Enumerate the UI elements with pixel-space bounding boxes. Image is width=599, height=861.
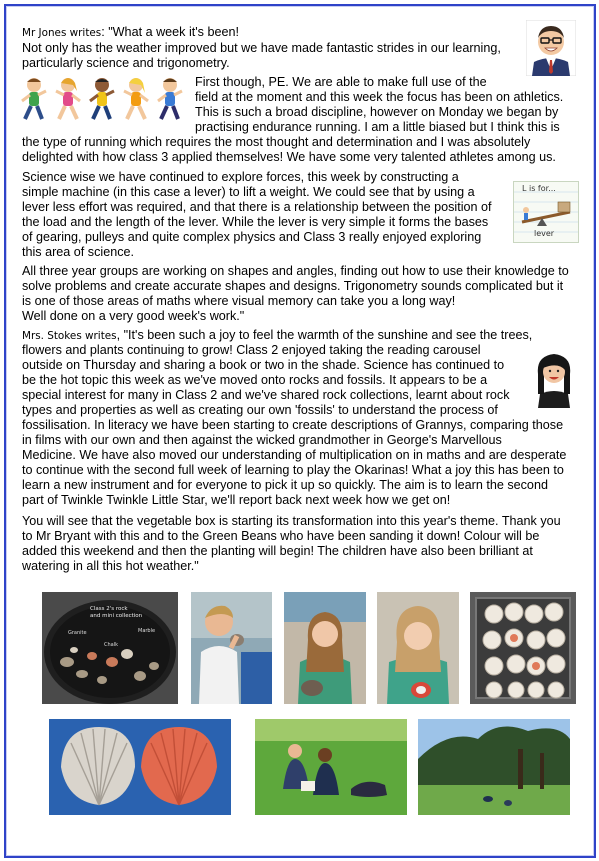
photo-field-with-trees bbox=[418, 719, 570, 815]
jones-p3-line-6: this area of science. bbox=[22, 245, 135, 259]
jones-p2-line-6: delighted with how class 3 applied themselves! We have some very talented athletes among us. bbox=[22, 150, 556, 164]
jones-p2-line-2: field at the moment and this week the focus has been on athletics. bbox=[195, 90, 564, 104]
jones-p3-line-5: of gearing, pulleys and quite complex physics and Class 3 really enjoyed exploring bbox=[22, 230, 482, 244]
photo-rock-collection-tray bbox=[42, 592, 178, 704]
jones-paragraph-1: Not only has the weather improved but we have made fantastic strides in our learning, particularly science and trigonometry. bbox=[22, 41, 501, 71]
lever-card-title: L is for... bbox=[522, 184, 556, 193]
stokes-p1-line-2: flowers and plants continuing to grow! Class 2 enjoyed taking the reading carousel bbox=[22, 343, 481, 357]
photo-girl-with-rock bbox=[284, 592, 366, 704]
photo-girl-with-fossil bbox=[377, 592, 459, 704]
stokes-p2-line-2: to Mr Bryant with this and to the Green Beans who have been sanding it down! Colour will be bbox=[22, 529, 540, 543]
stokes-p1-line-6: types and properties as well as creating our own 'fossils' to understand the process of bbox=[22, 403, 498, 417]
jones-p3-line-1: Science wise we have continued to explore forces, this week by constructing a bbox=[22, 170, 459, 184]
stokes-p2-line-1: You will see that the vegetable box is starting its transformation into this year's theme. Thank you bbox=[22, 514, 561, 528]
chalkboard-text bbox=[90, 606, 142, 620]
chalkboard-label-granite: Granite bbox=[68, 630, 87, 636]
stokes-p1-line-1 bbox=[22, 328, 532, 344]
jones-p4-line-2: solve problems and create accurate shapes and designs. Trigonometry sounds complicated but it bbox=[22, 279, 564, 293]
chalkboard-label-chalk: Chalk bbox=[104, 642, 119, 648]
stokes-p2-line-4: watering in all this hot weather." bbox=[22, 559, 199, 573]
jones-p3-line-3: lever less effort was required, and that there is a relationship between the position of bbox=[22, 200, 492, 214]
stokes-p2-line-3: added this weekend and then the planting will begin! The children have also been brilliant at bbox=[22, 544, 533, 558]
jones-colon: : bbox=[101, 25, 105, 39]
mr-jones-portrait bbox=[526, 20, 576, 76]
running-children-illustration bbox=[20, 73, 188, 129]
jones-p3-line-2: simple machine (in this case a lever) to lift a weight. We could see that by using a bbox=[22, 185, 475, 199]
stokes-writer: Mrs. Stokes writes bbox=[22, 330, 117, 342]
jones-p2-line-4: practising endurance running. I am a little biased but I think this is bbox=[195, 120, 560, 134]
jones-p4-line-3: is one of those areas of maths where visual memory can take you a long way! bbox=[22, 294, 456, 308]
stokes-p1-line-10: to continue with the second full week of learning to play the Okarinas! What a joy this has been to bbox=[22, 463, 564, 477]
stokes-p1-line-8: in films with our own and then against the wicked grandmother in George's Marvellous bbox=[22, 433, 502, 447]
jones-p3-line-4: the load and the length of the lever. While the lever is very simple it forms the bases bbox=[22, 215, 489, 229]
lever-card-illustration bbox=[513, 181, 579, 243]
chalkboard-line-2: and mini collection bbox=[90, 613, 143, 619]
jones-p2-line-3: This is such a broad discipline, however on Monday we began by bbox=[195, 105, 559, 119]
photo-fossil-moulds-in-crate bbox=[470, 592, 576, 704]
jones-opening-quote: "What a week it's been! bbox=[108, 25, 239, 39]
stokes-p1-line-1-text: , "It's been such a joy to feel the warmth of the sunshine and see the trees, bbox=[116, 328, 533, 342]
jones-p2-line-5: the type of running which requires the most thought and determination and I was absolutely bbox=[22, 135, 531, 149]
stokes-p1-line-11: learn a new instrument and for everyone to pick it up so quickly. The aim is to learn the second bbox=[22, 478, 548, 492]
stokes-p1-line-4: be the hot topic this week as we've moved onto rocks and fossils. It appears to be a bbox=[22, 373, 488, 387]
stokes-p1-line-3: outside on Thursday and sharing a book or two in the shade. Science has continued to bbox=[22, 358, 505, 372]
stokes-p1-line-5: special interest for many in Class 2 and we've shared rock collections, learnt about rock bbox=[22, 388, 510, 402]
jones-writer: Mr Jones writes bbox=[22, 27, 102, 39]
photo-children-reading-outside bbox=[255, 719, 407, 815]
stokes-p1-line-9: Medicine. We have also moved our understanding of multiplication on in maths and are desperate bbox=[22, 448, 567, 462]
stokes-p1-line-12: part of Twinkle Twinkle Little Star, we'll report back next week how we get on! bbox=[22, 493, 451, 507]
photo-scallop-shell-fossils bbox=[49, 719, 231, 815]
photo-boy-holding-rock bbox=[191, 592, 272, 704]
chalkboard-label-marble: Marble bbox=[138, 628, 156, 634]
chalkboard-line-1: Class 2's rock bbox=[90, 606, 128, 612]
jones-p4-line-1: All three year groups are working on shapes and angles, finding out how to use their knowledge to bbox=[22, 264, 569, 278]
mrs-stokes-portrait bbox=[532, 350, 576, 408]
jones-p4-line-4: Well done on a very good week's work." bbox=[22, 309, 245, 323]
jones-p2-line-1: First though, PE. We are able to make full use of the bbox=[195, 75, 487, 89]
stokes-p1-line-7: fossilisation. In literacy we have been starting to create descriptions of Grannys, comparing those bbox=[22, 418, 564, 432]
jones-intro bbox=[22, 25, 578, 41]
lever-card-label: lever bbox=[534, 229, 555, 238]
